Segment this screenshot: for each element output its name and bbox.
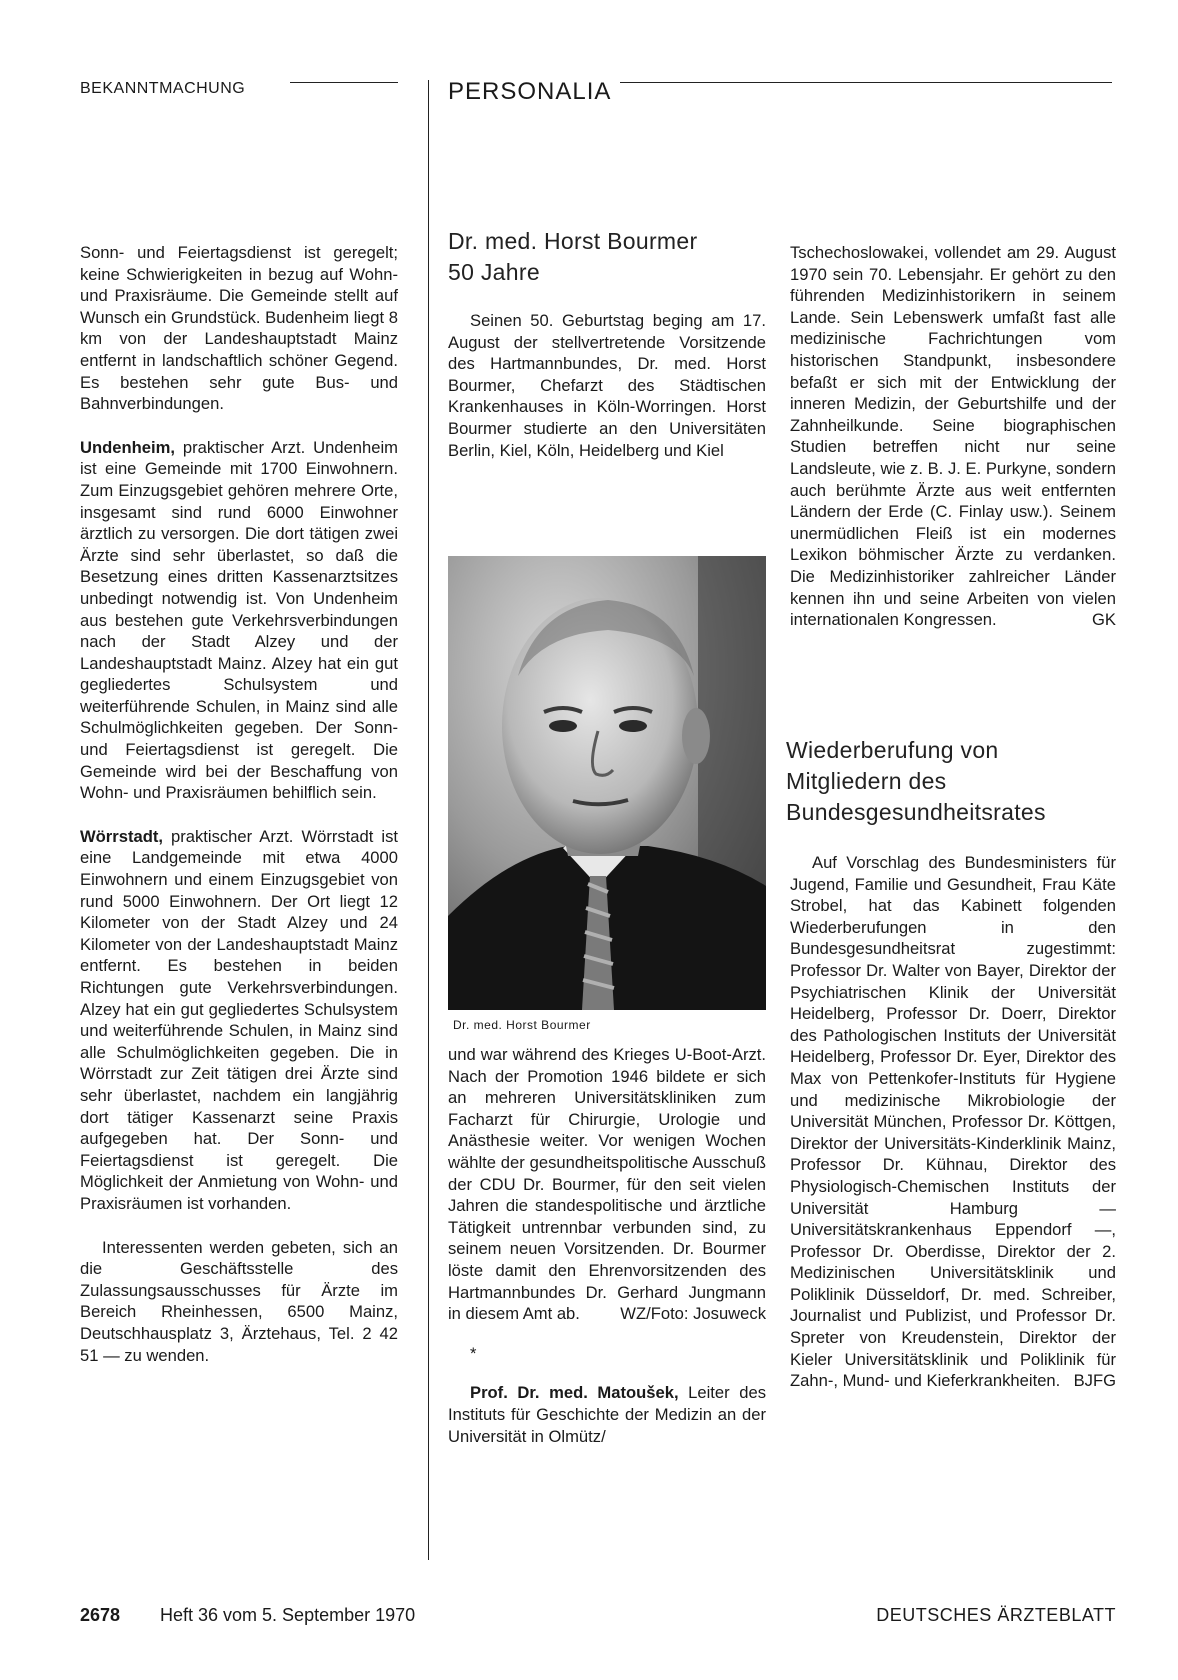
paragraph-undenheim: Undenheim, praktischer Arzt. Undenheim ist eine Gemeinde mit 1700 Einwohnern. Zum Einzugsgebiet gehören mehrere Orte, insgesamt sind rund 6000 Einwohner ärztlich zu versorgen. Die dort tätigen zwei Ärzte sind sehr überlastet, so daß die Besetzung eines dritten Kassenarztsitzes unbedingt notwendig ist. Von Undenheim aus bestehen gute Verkehrsverbindungen nach der Stadt Alzey und der Landeshauptstadt Mainz. Alzey hat ein gut gegliedertes Schulsystem und weiterführende Schulen, in Mainz sind alle Schulmöglichkeiten gegeben. Der Sonn- und Feiertagsdienst ist geregelt. Die Gemeinde wird bei der Beschaffung von Wohn- und Praxisräumen behilflich sein. bbox=[80, 437, 398, 803]
article-matousek-continued bbox=[790, 242, 1116, 631]
place-name-woerrstadt: Wörrstadt, bbox=[80, 826, 163, 846]
paragraph-bourmer-career: und war während des Krieges U-Boot-Arzt. Nach der Promotion 1946 bildete er sich an mehreren Universitätskliniken zum Facharzt für Chirurgie, Urologie und Anästhesie weiter. Vor wenigen Wochen wählte der gesundheitspolitische Ausschuß der CDU Dr. Bourmer, für den seit vielen Jahren die standespolitische und ärztliche Tätigkeit untrennbar verbunden sind, zu seinem neuen Vorsitzenden. Dr. Bourmer löste damit den Ehrenvorsitzenden des Hartmannbundes Dr. Gerhard Jungmann in diesem Amt ab. bbox=[448, 1045, 766, 1324]
paragraph-woerrstadt: Wörrstadt, praktischer Arzt. Wörrstadt ist eine Landgemeinde mit etwa 4000 Einwohnern und einem Einzugsgebiet von rund 5000 Einwohnern. Der Ort liegt 12 Kilometer von der Stadt Alzey und 24 Kilometer von der Landeshauptstadt Mainz entfernt. Es bestehen in beiden Richtungen gute Verkehrsverbindungen. Alzey hat ein gut gegliedertes Schulsystem und weiterführende Schulen, in Mainz sind alle Schulmöglichkeiten gegeben. Die in Wörrstadt zur Zeit tätigen drei Ärzte sind sehr überlastet, nachdem ein langjährig dort tätiger Kassenarzt seine Praxis aufgegeben hat. Der Sonn- und Feiertagsdienst ist geregelt. Die Möglichkeit der Anmietung von Wohn- und Praxisräumen ist vorhanden. bbox=[80, 826, 398, 1213]
journal-name: DEUTSCHES ÄRZTEBLATT bbox=[876, 1605, 1116, 1625]
header-rule-left bbox=[290, 82, 398, 83]
paragraph-contact: Interessenten werden gebeten, sich an die Geschäftsstelle des Zulassungsausschusses für Ärzte im Bereich Rheinhessen, 6500 Mainz, Deutschhausplatz 3, Ärztehaus, Tel. 2 42 51 — zu wenden. bbox=[80, 1237, 398, 1365]
header-rule-right bbox=[620, 82, 1112, 83]
signature-gk: GK bbox=[1092, 610, 1116, 630]
paragraph-matousek: Prof. Dr. med. Matoušek, Leiter des Instituts für Geschichte der Medizin an der Universität in Olmütz/ bbox=[448, 1383, 767, 1446]
separator-asterisk: * bbox=[470, 1343, 477, 1363]
signature-bjfg: BJFG bbox=[1073, 1371, 1116, 1391]
paragraph-budenheim: Sonn- und Feiertagsdienst ist geregelt; keine Schwierigkeiten in bezug auf Wohn- und Praxisräume. Die Gemeinde stellt auf Wunsch ein Grundstück. Budenheim liegt 8 km von der Landeshauptstadt Mainz entfernt in landschaftlich schöner Gegend. Es bestehen sehr gute Bus- und Bahnverbindungen. bbox=[80, 243, 398, 414]
photo-caption: Dr. med. Horst Bourmer bbox=[453, 1018, 591, 1032]
article-bundesgesundheitsrat bbox=[786, 735, 1116, 1392]
paragraph-wiederberufung: Auf Vorschlag des Bundesministers für Jugend, Familie und Gesundheit, Frau Käte Strobel, hat das Kabinett folgenden Wiederberufungen in den Bundesgesundheitsrat zugestimmt: Professor Dr. Walter von Bayer, Direktor der Psychiatrischen Klinik der Universität Heidelberg, Professor Dr. Doerr, Direktor des Pathologischen Instituts der Universität Heidelberg, Professor Dr. Eyer, Direktor des Max von Pettenkofer-Instituts für Hygiene und medizinische Mikrobiologie der Universität München, Professor Dr. Köttgen, Direktor der Universitäts-Kinderklinik Mainz, Professor Dr. Kühnau, Direktor des Physiologisch-Chemischen Instituts der Universität Hamburg — Universitätskrankenhaus Eppendorf —, Professor Dr. Oberdisse, Direktor der 2. Medizinischen Universitätsklinik und Poliklinik Düsseldorf, Dr. med. Schreiber, Journalist und Publizist, und Professor Dr. Spreter von Kreudenstein, Direktor der Kieler Universitätsklinik und Poliklinik für Zahn-, Mund- und Kieferkrankheiten. bbox=[790, 853, 1116, 1391]
photo-credit: WZ/Foto: Josuweck bbox=[620, 1304, 766, 1324]
article-title-bourmer: Dr. med. Horst Bourmer 50 Jahre bbox=[448, 228, 698, 285]
section-label-personalia: PERSONALIA bbox=[448, 78, 612, 105]
column-bekanntmachung bbox=[80, 242, 398, 1366]
issue-info: Heft 36 vom 5. September 1970 bbox=[160, 1605, 416, 1625]
paragraph-matousek-continued: Tschechoslowakei, vollendet am 29. August 1970 sein 70. Lebensjahr. Er gehört zu den führenden Medizinhistorikern in seinem Lande. Sein Lebenswerk umfaßt fast alle medizinische Fachrichtungen vom historischen Standpunkt, insbesondere befaßt er sich mit der Entwicklung der inneren Medizin, der Geburtshilfe und der Zahnheilkunde. Seine biographischen Studien betreffen nicht nur seine Landsleute, wie z. B. J. E. Purkyne, sondern auch berühmte Ärzte aus weit entfernten Ländern der Erde (C. Finlay usw.). Seinem unermüdlichen Fleiß ist ein modernes Lexikon böhmischer Ärzte zu verdanken. Die Medizinhistoriker zahlreicher Länder kennen ihn und seine Arbeiten von vielen internationalen Kongressen. bbox=[790, 243, 1116, 630]
article-bourmer-continued bbox=[448, 1044, 766, 1447]
portrait-photo bbox=[448, 556, 766, 1010]
article-title-bundesgesundheitsrat: Wiederberufung von Mitgliedern des Bundesgesundheitsrates bbox=[786, 737, 1046, 825]
place-name-undenheim: Undenheim, bbox=[80, 437, 175, 457]
article-bourmer bbox=[448, 226, 766, 461]
name-matousek: Prof. Dr. med. Matoušek, bbox=[470, 1383, 679, 1403]
page-number: 2678 bbox=[80, 1605, 121, 1625]
section-label-bekanntmachung: BEKANNTMACHUNG bbox=[80, 80, 246, 97]
paragraph-bourmer-intro: Seinen 50. Geburtstag beging am 17. August der stellvertretende Vorsitzende des Hartmannbundes, Dr. med. Horst Bourmer, Chefarzt des Städtischen Krankenhauses in Köln-Worringen. Horst Bourmer studierte an den Universitäten Berlin, Kiel, Köln, Heidelberg und Kiel bbox=[448, 311, 766, 460]
column-divider bbox=[428, 80, 429, 1560]
